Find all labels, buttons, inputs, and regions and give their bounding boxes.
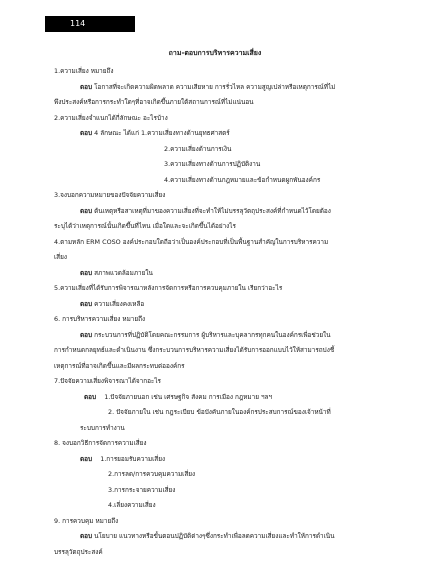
answer-2-item: 3.ความเสี่ยงทางด้านการปฏิบัติงาน: [164, 160, 261, 168]
answer-8-item: 3.การกระจายความเสี่ยง: [108, 485, 176, 494]
answer-text: โอกาสที่จะเกิดความผิดพลาด ความเสียหาย การรั่วไหล ความสูญเปล่าหรือเหตุการณ์ที่ไม่: [94, 82, 336, 91]
answer-7: [54, 390, 384, 406]
answer-label: ตอบ: [80, 299, 93, 308]
question-6: 6. การบริหารความเสี่ยง หมายถึง: [54, 315, 146, 323]
question-5: 5.ความเสี่ยงที่ได้รับการพิจารณาหลังการจัดการหรือการควบคุมภายใน เรียกว่าอะไร: [54, 284, 283, 292]
qa-content: [54, 64, 384, 560]
answer-label: ตอบ: [80, 330, 93, 339]
answer-9-cont: บรรลุวัตถุประสงค์: [54, 547, 103, 556]
question-3: 3.จงบอกความหมายของปัจจัยความเสี่ยง: [54, 191, 166, 199]
answer-text: นโยบาย แนวทางหรือขั้นตอนปฏิบัติต่างๆซึ่งกระทำเพื่อลดความเสี่ยงและทำให้การดำเนิน: [94, 532, 335, 540]
answer-7-cont: ระบบการทำงาน: [80, 423, 125, 432]
answer-text: ต้นเหตุหรือสาเหตุที่มาของความเสี่ยงที่จะทำให้ไม่บรรลุวัตถุประสงค์ที่กำหนดไว้โดยต้อง: [94, 206, 331, 215]
answer-label: ตอบ: [80, 268, 93, 277]
page-number-bar: [45, 16, 135, 32]
answer-7-item: 2. ปัจจัยภายใน เช่น กฎระเบียบ ข้อบังคับภายในองค์กรประสบการณ์ของเจ้าหน้าที่: [108, 408, 331, 416]
answer-label: ตอบ: [84, 392, 97, 401]
question-4-cont: เสี่ยง: [54, 253, 67, 261]
page-title: ถาม-ตอบการบริหารความเสี่ยง: [168, 49, 262, 57]
question-9: 9. การควบคุม หมายถึง: [54, 516, 119, 525]
question-4: 4.ตามหลัก ERM COSO องค์ประกอบใดถือว่าเป็นองค์ประกอบที่เป็นพื้นฐานสำคัญในการบริหารความ: [54, 237, 329, 246]
answer-label: ตอบ: [80, 82, 93, 91]
answer-5: [54, 297, 384, 313]
answer-6-cont: การกำหนดกลยุทธ์และดำเนินงาน ซึ่งกระบวนการบริหารความเสี่ยงได้รับการออกแบบไว้ให้สามารถบ่งชี้: [54, 346, 335, 354]
answer-text: 1.ปัจจัยภายนอก เช่น เศรษฐกิจ สังคม การเมือง กฎหมาย ฯลฯ: [104, 392, 273, 401]
answer-4: [54, 266, 384, 282]
question-1: 1.ความเสี่ยง หมายถึง: [54, 67, 114, 75]
question-7: 7.ปัจจัยความเสี่ยงพิจารณาได้จากอะไร: [54, 377, 161, 385]
answer-6: [54, 328, 384, 344]
answer-2-item: 2.ความเสี่ยงด้านการเงิน: [164, 144, 232, 153]
answer-text: กระบวนการที่ปฏิบัติโดยคณะกรรมการ ผู้บริหารและบุคลากรทุกคนในองค์กรเพื่อช่วยใน: [94, 330, 331, 339]
answer-label: ตอบ: [80, 206, 93, 215]
question-8: 8. จงบอกวิธีการจัดการความเสี่ยง: [54, 439, 147, 447]
answer-6-cont: เหตุการณ์ที่อาจเกิดขึ้นและมีผลกระทบต่อองค์กร: [54, 361, 185, 370]
answer-text: สภาพแวดล้อมภายใน: [94, 268, 153, 277]
question-2: 2.ความเสี่ยงจำแนกได้กี่ลักษณะ อะไรบ้าง: [54, 113, 168, 122]
answer-text: ความเสี่ยงคงเหลือ: [94, 299, 145, 308]
answer-9: [54, 529, 384, 545]
answer-3: [54, 204, 384, 220]
page-number: 114: [70, 19, 86, 28]
answer-8-item: 4.เลี่ยงความเสี่ยง: [108, 501, 156, 509]
answer-text: 4 ลักษณะ ได้แก่ 1.ความเสี่ยงทางด้านยุทธศาสตร์: [94, 129, 230, 137]
answer-1-cont: พึงประสงค์หรือการกระทำใดๆที่อาจเกิดขึ้นภายใต้สถานการณ์ที่ไม่แน่นอน: [54, 98, 254, 106]
answer-8: [54, 452, 384, 468]
answer-3-cont: ระบุได้ว่าเหตุการณ์นั้นเกิดขึ้นที่ไหน เมื่อใดและจะเกิดขึ้นได้อย่างไร: [54, 222, 236, 230]
answer-2: [54, 126, 384, 142]
answer-text: 1.การยอมรับความเสี่ยง: [100, 454, 166, 463]
answer-label: ตอบ: [80, 129, 93, 137]
answer-label: ตอบ: [80, 454, 93, 463]
answer-8-item: 2.การลด/การควบคุมความเสี่ยง: [108, 470, 196, 478]
answer-label: ตอบ: [80, 532, 93, 540]
answer-2-item: 4.ความเสี่ยงทางด้านกฎหมายและข้อกำหนดผูกพันองค์กร: [164, 175, 321, 184]
answer-1: [54, 80, 384, 96]
